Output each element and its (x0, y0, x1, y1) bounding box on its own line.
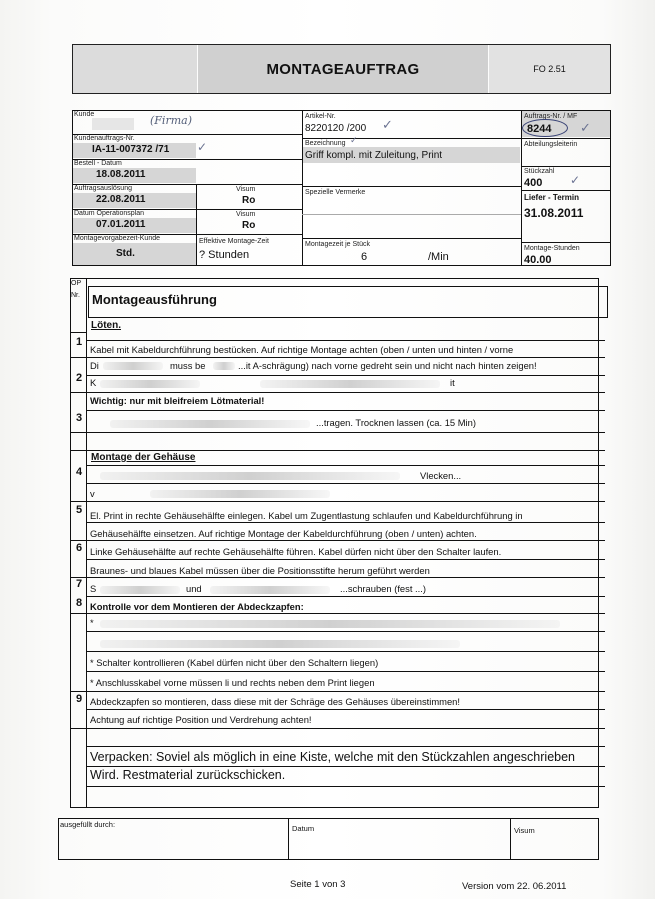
artikel-value: 8220120 /200 (305, 123, 367, 134)
operationsplan-label: Datum Operationsplan (74, 210, 145, 217)
stunden-value: 40.00 (524, 254, 552, 266)
visum-label: Visum (514, 826, 535, 835)
step-text-fragment: v (90, 488, 95, 499)
packing-instruction: Verpacken: Soviel als möglich in eine Kiste, welche mit den Stückzahlen angeschrieben (90, 750, 575, 764)
step-number: 9 (75, 693, 83, 705)
wichtig-note: Wichtig: nur mit bleifreiem Lötmaterial! (90, 395, 265, 406)
check-mark-icon: ✓ (382, 118, 393, 133)
step-text-fragment: und (186, 583, 202, 594)
artikel-label: Artikel-Nr. (305, 113, 336, 120)
kunde-label: Kunde (74, 111, 95, 118)
step-text: Achtung auf richtige Position und Verdrehung achten! (90, 714, 312, 725)
step-text-fragment: * (90, 617, 94, 628)
step-number: 7 (75, 578, 83, 590)
step-text: Kontrolle vor dem Montieren der Abdeckzapfen: (90, 601, 304, 612)
step-text-fragment: muss be (170, 360, 206, 371)
montage-heading: Montage der Gehäuse (91, 452, 196, 463)
check-mark-icon: ✓ (570, 173, 581, 187)
step-text-fragment: Vlecken... (420, 470, 462, 481)
step-text-fragment: Di (90, 360, 99, 371)
visum2-label: Visum (236, 211, 256, 218)
liefer-value: 31.08.2011 (524, 206, 584, 220)
liefer-label: Liefer - Termin (524, 193, 579, 202)
document-title: MONTAGEAUFTRAG (198, 45, 488, 93)
version-info: Version vom 22. 06.2011 (462, 881, 567, 892)
step-number: 3 (75, 412, 83, 424)
vorgabezeit-label: Montagevorgabezeit-Kunde (74, 235, 161, 242)
auftrags-label: Auftrags-Nr. / MF (524, 113, 578, 120)
auftrags-value: 8244 (527, 123, 552, 135)
nr-label: Nr. (71, 292, 80, 299)
stueckzahl-label: Stückzahl (524, 168, 555, 175)
step-text-fragment: S (90, 583, 97, 594)
montagezeit-unit: /Min (428, 251, 449, 263)
step-number: 5 (75, 504, 83, 516)
vermerke-label: Spezielle Vermerke (305, 189, 366, 196)
check-mark-icon: ✓ (350, 136, 358, 146)
step-text: Gehäusehälfte einsetzen. Auf richtige Montage der Kabeldurchführung (oben / unten) achten. (90, 528, 477, 539)
step-text-fragment: ...schrauben (fest ...) (340, 583, 426, 594)
check-mark-icon: ✓ (197, 140, 208, 154)
montagezeit-value: 6 (361, 251, 368, 263)
abteilung-label: Abteilungsleiterin (524, 141, 578, 148)
bezeichnung-label: Bezeichnung (305, 140, 346, 147)
step-text: Linke Gehäusehälfte auf rechte Gehäusehälfte führen. Kabel dürfen nicht über den Schalter laufen. (90, 546, 502, 557)
visum2-value: Ro (242, 220, 256, 231)
step-text: Kabel mit Kabeldurchführung bestücken. Auf richtige Montage achten (oben / unten und hinten / vorne (90, 344, 514, 355)
company-logo-area (73, 45, 197, 93)
step-text: * Anschlusskabel vorne müssen li und rechts neben dem Print liegen (90, 677, 375, 688)
stunden-label: Montage-Stunden (524, 245, 580, 252)
operationsplan-value: 07.01.2011 (96, 219, 146, 230)
op-label: OP (71, 280, 82, 287)
effektive-value: ? Stunden (199, 249, 250, 261)
form-code: FO 2.51 (489, 45, 610, 93)
kundenauftrag-value: IA-11-007372 /71 (92, 144, 170, 155)
step-number: 6 (75, 542, 83, 554)
packing-instruction: Wird. Restmaterial zurückschicken. (90, 768, 286, 782)
step-text: El. Print in rechte Gehäusehälfte einlegen. Kabel um Zugentlastung schlaufen und Kabeldurchführung in (90, 510, 523, 521)
effektive-label: Effektive Montage-Zeit (199, 238, 269, 245)
stueckzahl-value: 400 (524, 177, 543, 189)
step-text-fragment: it (450, 377, 455, 388)
bezeichnung-value: Griff kompl. mit Zuleitung, Print (305, 150, 443, 161)
montagezeit-label: Montagezeit je Stück (305, 241, 370, 248)
step-text-fragment: ...it A-schrägung) nach vorne gedreht sein und nicht nach hinten zeigen! (238, 360, 537, 371)
bestell-label: Bestell - Datum (74, 160, 122, 167)
datum-label: Datum (292, 824, 315, 833)
ausgefuellt-label: ausgefüllt durch: (60, 820, 116, 829)
step-number: 8 (75, 597, 83, 609)
kundenauftrag-label: Kundenauftrags-Nr. (74, 135, 135, 142)
auftragsausloesung-value: 22.08.2011 (96, 194, 146, 205)
check-mark-icon: ✓ (580, 121, 591, 136)
auftragsausloesung-label: Auftragsauslösung (74, 185, 132, 192)
steps-title: Montageausführung (92, 292, 217, 307)
page-number: Seite 1 von 3 (290, 879, 346, 890)
step-number: 2 (75, 372, 83, 384)
visum1-value: Ro (242, 195, 256, 206)
step-text-fragment: K (90, 377, 97, 388)
step-text: Braunes- und blaues Kabel müssen über die Positionsstifte herum geführt werden (90, 565, 430, 576)
step-text: Abdeckzapfen so montieren, dass diese mit der Schräge des Gehäuses übereinstimmen! (90, 696, 460, 707)
bestell-value: 18.08.2011 (96, 169, 146, 180)
visum1-label: Visum (236, 186, 256, 193)
kunde-redacted (92, 118, 134, 130)
step-text-fragment: ...tragen. Trocknen lassen (ca. 15 Min) (316, 417, 476, 428)
step-number: 4 (75, 466, 83, 478)
vorgabezeit-value: Std. (116, 248, 135, 259)
kunde-handwritten-note: (Firma) (150, 114, 192, 127)
loeten-heading: Löten. (91, 320, 121, 331)
step-number: 1 (75, 336, 83, 348)
step-text: * Schalter kontrollieren (Kabel dürfen nicht über den Schaltern liegen) (90, 657, 379, 668)
